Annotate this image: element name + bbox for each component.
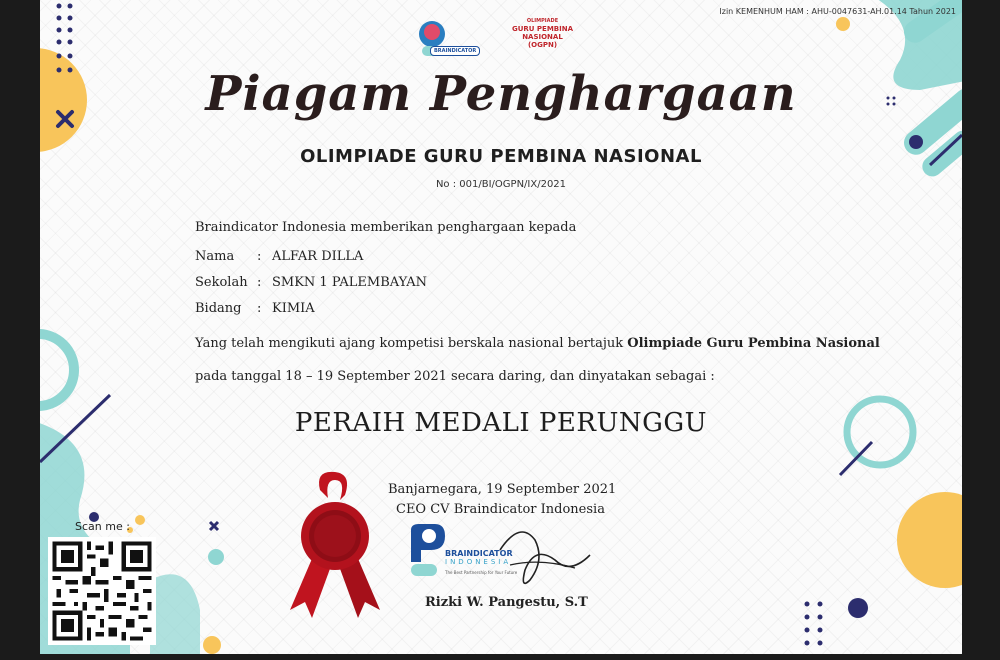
- braindicator-logo-small: [416, 18, 484, 62]
- field-value: ALFAR DILLA: [272, 249, 364, 264]
- field-label: Sekolah: [195, 275, 248, 290]
- ogpn-line3: (OGPN): [527, 41, 558, 49]
- signature-image: [480, 520, 600, 590]
- ogpn-logo: [495, 18, 590, 62]
- scan-label: Scan me :: [75, 520, 130, 533]
- company-logo-line1: BRAINDICATOR: [445, 549, 513, 558]
- braindicator-small-label: BRAINDICATOR: [430, 46, 480, 56]
- certificate: [40, 0, 962, 654]
- body-event-name: Olimpiade Guru Pembina Nasional: [627, 336, 880, 351]
- ogpn-line1: OLIMPIADE: [526, 18, 559, 24]
- field-school: [195, 275, 427, 290]
- field-name: [195, 249, 363, 264]
- field-value: KIMIA: [272, 301, 315, 316]
- company-logo-line2: INDONESIA: [445, 558, 512, 566]
- company-logo-line3: The Best Partnership for Your Future: [445, 570, 518, 575]
- body-line2: pada tanggal 18 – 19 September 2021 secara daring, dan dinyatakan sebagai :: [195, 369, 715, 384]
- signer-position: CEO CV Braindicator Indonesia: [396, 502, 605, 517]
- certificate-subtitle: OLIMPIADE GURU PEMBINA NASIONAL: [300, 146, 702, 167]
- ogpn-line2: GURU PEMBINA NASIONAL: [511, 25, 574, 41]
- certificate-number: No : 001/BI/OGPN/IX/2021: [435, 179, 567, 190]
- field-sep: :: [257, 275, 262, 290]
- body-line1: [195, 336, 880, 351]
- field-label: Bidang: [195, 301, 242, 316]
- field-sep: :: [257, 301, 262, 316]
- signer-name: Rizki W. Pangestu, S.T: [425, 595, 588, 610]
- field-sep: :: [257, 249, 262, 264]
- certificate-title: Piagam Penghargaan: [205, 66, 797, 122]
- field-subject: [195, 301, 315, 316]
- intro-text: Braindicator Indonesia memberikan penghargaan kepada: [195, 220, 577, 235]
- qr-code-icon[interactable]: [48, 537, 156, 645]
- place-date: Banjarnegara, 19 September 2021: [388, 482, 617, 497]
- wax-seal-icon: [280, 470, 390, 620]
- field-value: SMKN 1 PALEMBAYAN: [272, 275, 427, 290]
- field-label: Nama: [195, 249, 235, 264]
- body-prefix: Yang telah mengikuti ajang kompetisi berskala nasional bertajuk: [195, 336, 628, 351]
- permit-text: Izin KEMENHUM HAM : AHU-0047631-AH.01.14 Tahun 2021: [719, 7, 956, 16]
- award-title: PERAIH MEDALI PERUNGGU: [294, 408, 708, 438]
